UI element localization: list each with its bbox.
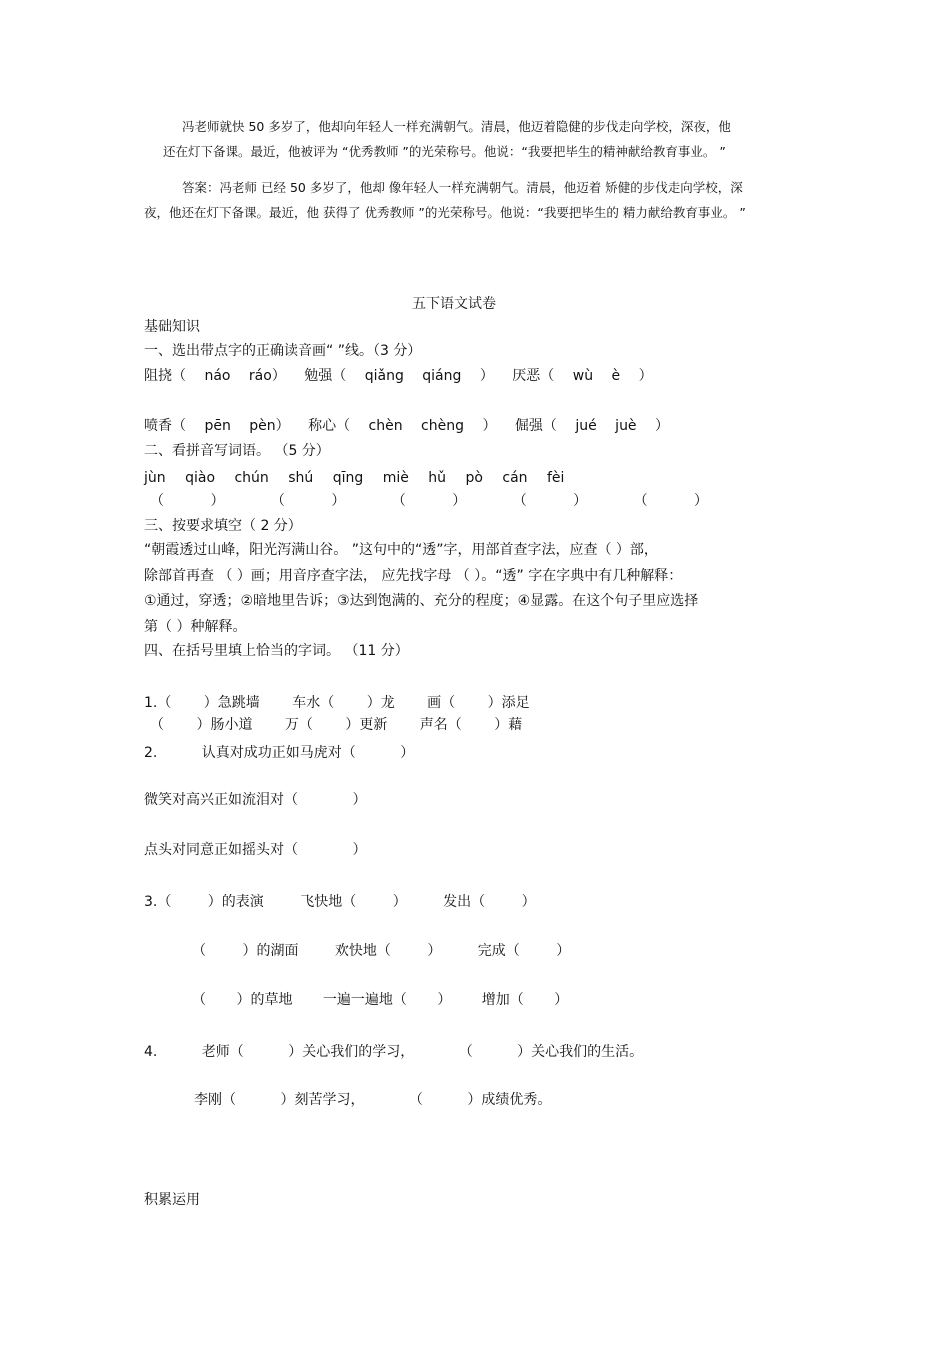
q1-heading: 一、选出带点字的正确读音画“ ”线。（3 分）: [144, 343, 422, 359]
q3-line-4: 第（ ）种解释。: [144, 619, 247, 635]
intro-answer-line-2: 夜，他还在灯下备课。最近，他 获得了 优秀教师 ”的光荣称号。他说：“我要把毕生的 精力献给教育事业。 ”: [144, 205, 746, 220]
q1-row-2: 喷香（ pēn pèn） 称心（ chèn chèng ） 倔强（ jué juè ）: [144, 418, 669, 434]
q4-item3-row-3: （ ）的草地 一遍一遍地（ ） 增加（ ）: [192, 992, 569, 1008]
section-basic-knowledge: 基础知识: [144, 319, 200, 335]
q2-blanks: （ ） （ ） （ ） （ ） （ ）: [150, 493, 709, 509]
q4-item2-row-3: 点头对同意正如摇头对（ ）: [144, 842, 367, 858]
q4-item3-row-2: （ ）的湖面 欢快地（ ） 完成（ ）: [192, 943, 571, 959]
q4-item3-row-1: 3.（ ）的表演 飞快地（ ） 发出（ ）: [144, 894, 536, 910]
q4-item1-row-1: 1.（ ）急跳墙 车水（ ）龙 画（ ）添足: [144, 695, 530, 711]
exam-title: 五下语文试卷: [412, 296, 496, 312]
q1-row-1: 阻挠（ náo ráo） 勉强（ qiǎng qiáng ） 厌恶（ wù è ）: [144, 368, 653, 384]
section-accumulation: 积累运用: [144, 1192, 200, 1208]
q4-item4-row-2: 李刚（ ）刻苦学习， （ ）成绩优秀。: [194, 1092, 552, 1108]
q4-item1-row-2: （ ）肠小道 万（ ）更新 声名（ ）藉: [150, 717, 523, 733]
q2-pinyin: jùn qiào chún shú qīng miè hǔ pò cán fèi: [144, 470, 565, 486]
q4-heading: 四、在括号里填上恰当的字词。 （11 分）: [144, 643, 409, 659]
q4-item2-row-2: 微笑对高兴正如流泪对（ ）: [144, 792, 367, 808]
q3-line-1: “朝霞透过山峰，阳光泻满山谷。 ”这句中的“透”字，用部首查字法，应查（ ）部，: [144, 542, 658, 558]
intro-sentence-line-2: 还在灯下备课。最近，他被评为 “优秀教师 ”的光荣称号。他说：“我要把毕生的精神献给教育事业。 ”: [163, 144, 726, 159]
q4-item4-row-1: 4. 老师（ ）关心我们的学习， （ ）关心我们的生活。: [144, 1044, 644, 1060]
q3-heading: 三、按要求填空（ 2 分）: [144, 518, 302, 534]
q2-heading: 二、看拼音写词语。 （5 分）: [144, 443, 330, 459]
intro-sentence-line-1: 冯老师就快 50 多岁了，他却向年轻人一样充满朝气。清晨，他迈着隐健的步伐走向学校，深夜，他: [182, 119, 731, 134]
q3-line-3: ①通过，穿透；②暗地里告诉；③达到饱满的、充分的程度；④显露。在这个句子里应选择: [144, 593, 699, 609]
q4-item2-row-1: 2. 认真对成功正如马虎对（ ）: [144, 745, 415, 761]
q3-line-2: 除部首再查 （ ）画；用音序查字法， 应先找字母 （ ）。“透” 字在字典中有几种解释：: [144, 568, 683, 584]
intro-answer-line-1: 答案：冯老师 已经 50 多岁了，他却 像年轻人一样充满朝气。清晨，他迈着 矫健的步伐走向学校，深: [182, 180, 743, 195]
